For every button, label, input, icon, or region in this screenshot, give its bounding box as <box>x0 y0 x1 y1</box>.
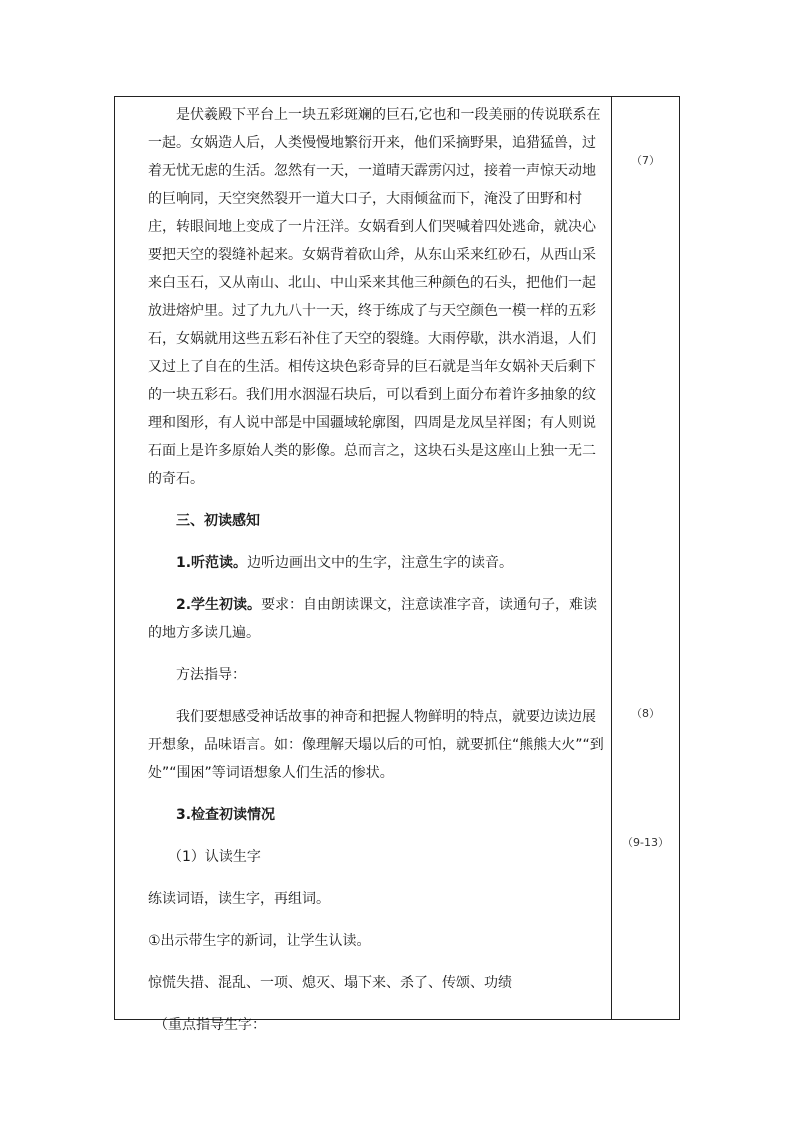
word-list: 惊慌失措、混乱、一项、熄灭、塌下来、杀了、传颂、功绩 <box>148 975 512 991</box>
sub-item-recognize-characters: （1）认读生字 <box>168 849 261 865</box>
side-notes-column <box>612 97 679 1019</box>
method-title: 方法指导： <box>176 667 246 683</box>
main-content-column <box>148 101 604 1039</box>
lesson-table <box>114 96 680 1033</box>
item-label: 1.听范读。 <box>176 555 248 571</box>
side-note-9-13: （9-13） <box>622 836 669 849</box>
focus-guidance: （重点指导生字： <box>154 1017 266 1033</box>
item-text: 要求：自由朗读课文，注意读准字音，读通句子，难读的地方多读几遍。 <box>148 597 598 641</box>
step-show-words: ①出示带生字的新词，让学生认读。 <box>148 933 371 949</box>
side-note-8: （8） <box>631 707 660 720</box>
method-text: 我们要想感受神话故事的神奇和把握人物鲜明的特点，就要边读边展开想象，品味语言。如：像理解天塌以后的可怕，就要抓住“熊熊大火”“到处”“围困”等词语想象人们生活的惨状。 <box>148 709 604 781</box>
item-student-reading <box>148 591 604 647</box>
item-listen-reading <box>148 549 604 577</box>
item-check-reading: 3.检查初读情况 <box>176 807 276 823</box>
item-text: 边听边画出文中的生字，注意生字的读音。 <box>247 555 514 571</box>
item-label: 2.学生初读。 <box>176 597 262 613</box>
legend-passage: 是伏羲殿下平台上一块五彩斑斓的巨石,它也和一段美丽的传说联系在一起。女娲造人后，人类慢慢地繁衍开来，他们采摘野果，追猎猛兽，过着无忧无虑的生活。忽然有一天，一道晴天霹雳闪过，接着一声惊天动地的巨响同，天空突然裂开一道大口子，大雨倾盆而下，淹没了田野和村庄，转眼间地上变成了一片汪洋。女娲看到人们哭喊着四处逃命，就决心要把天空的裂缝补起来。女娲背着砍山斧，从东山采来红砂石，从西山采来白玉石，又从南山、北山、中山采来其他三种颜色的石头，把他们一起放进熔炉里。过了九九八十一天，终于练成了与天空颜色一模一样的五彩石，女娲就用这些五彩石补住了天空的裂缝。大雨停歇，洪水消退，人们又过上了自在的生活。相传这块色彩奇异的巨石就是当年女娲补天后剩下的一块五彩石。我们用水洇湿石块后，可以看到上面分布着许多抽象的纹理和图形，有人说中部是中国疆域轮廓图，四周是龙凤呈祥图；有人则说石面上是许多原始人类的影像。总而言之，这块石头是这座山上独一无二的奇石。 <box>148 107 601 487</box>
section-title-first-reading: 三、初读感知 <box>176 513 260 529</box>
practice-instruction: 练读词语，读生字，再组词。 <box>148 891 330 907</box>
side-note-7: （7） <box>631 154 660 167</box>
